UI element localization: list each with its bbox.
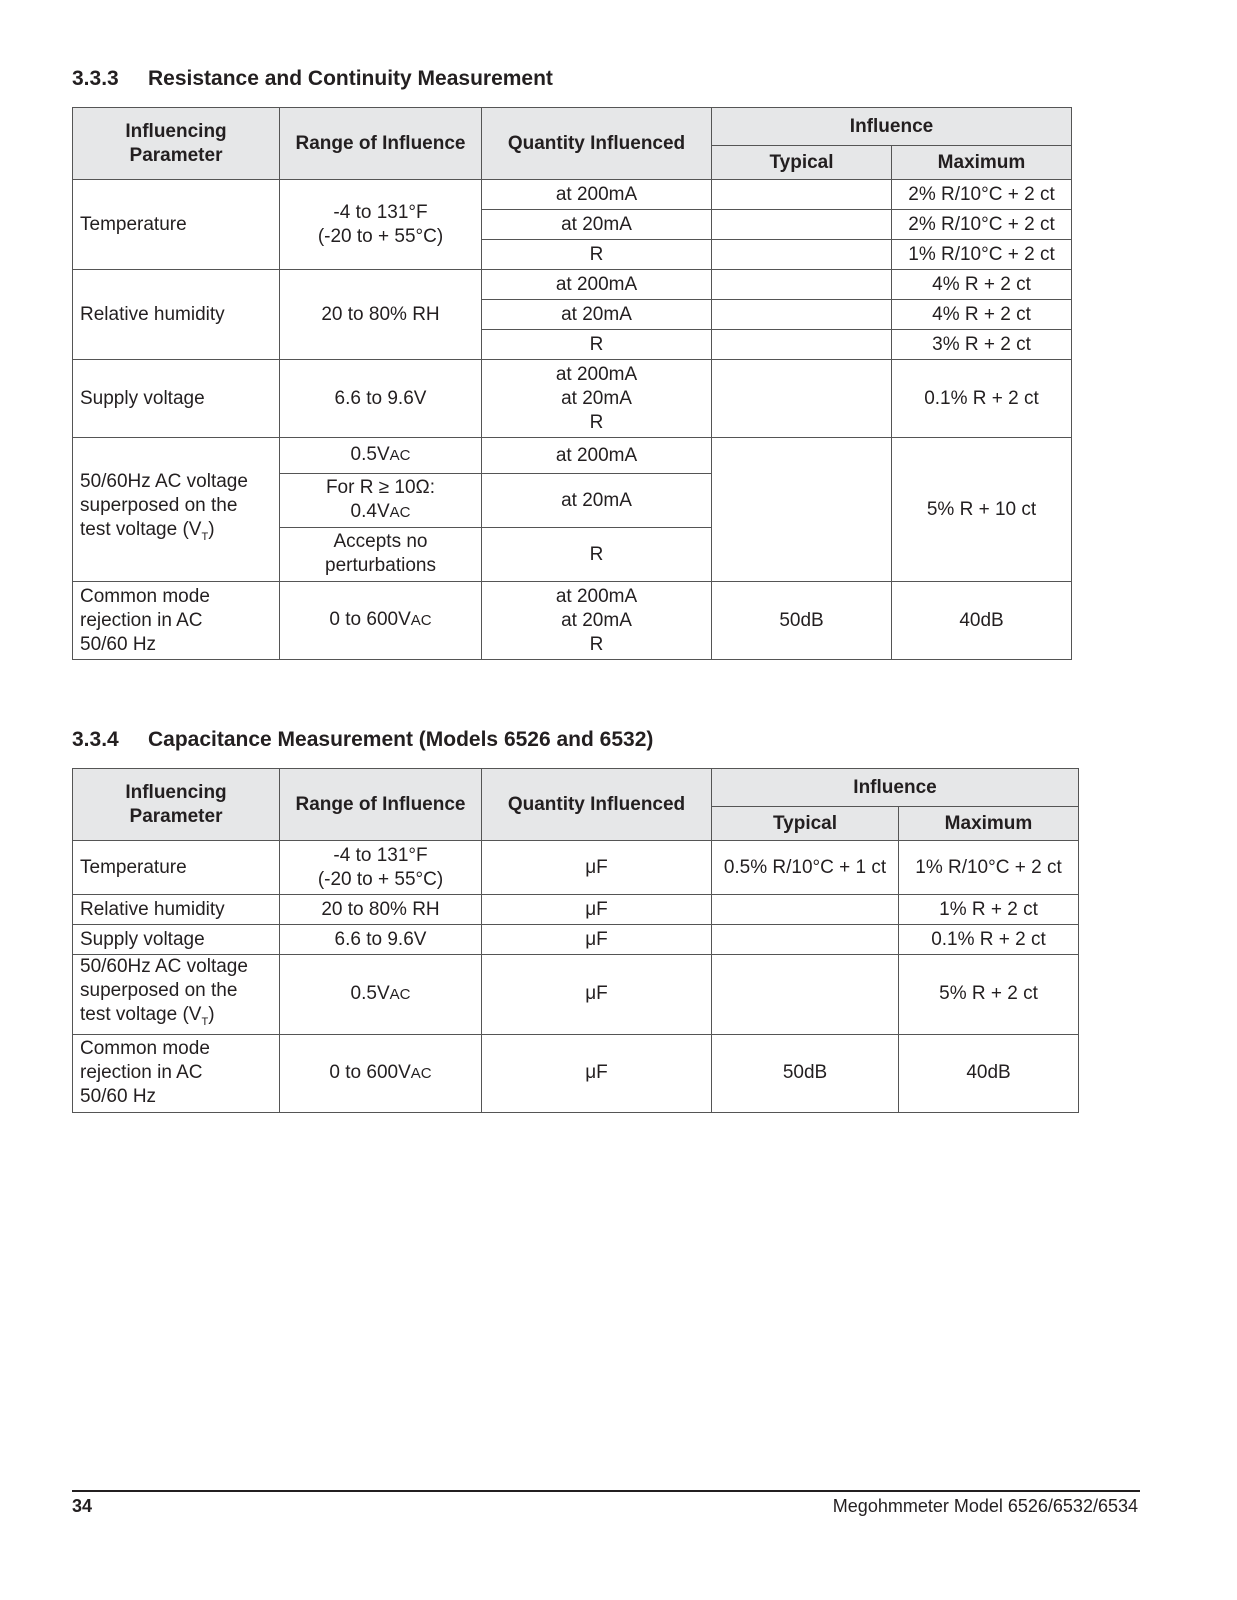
maximum-cell: 0.1% R + 2 ct: [899, 925, 1079, 955]
typical-cell: 0.5% R/10°C + 1 ct: [712, 841, 899, 895]
maximum-cell: 3% R + 2 ct: [892, 330, 1072, 360]
capacitance-influence-table: [72, 768, 1079, 1113]
typical-cell: [712, 438, 892, 582]
maximum-cell: 40dB: [892, 582, 1072, 660]
range-cell: -4 to 131°F (-20 to + 55°C): [280, 841, 482, 895]
typical-cell: [712, 300, 892, 330]
quantity-cell: at 20mA: [482, 210, 712, 240]
typical-cell: [712, 955, 899, 1035]
section-number: 3.3.4: [72, 728, 119, 751]
table-row: [73, 582, 1072, 660]
quantity-cell: R: [482, 330, 712, 360]
quantity-cell: at 200mA: [482, 180, 712, 210]
quantity-cell: μF: [482, 895, 712, 925]
header-influence: Influence: [712, 108, 1072, 146]
table-row: [73, 438, 1072, 474]
maximum-cell: 1% R + 2 ct: [899, 895, 1079, 925]
typical-cell: [712, 240, 892, 270]
section-heading-resistance: [72, 67, 553, 91]
range-cell: Accepts no perturbations: [280, 528, 482, 582]
header-influence: Influence: [712, 769, 1079, 807]
param-ac-voltage: 50/60Hz AC voltage superposed on the test voltage $(V_T)$: [73, 438, 280, 582]
quantity-cell: R: [482, 240, 712, 270]
param-common-mode: Common mode rejection in AC 50/60 Hz: [73, 1034, 280, 1112]
maximum-cell: 1% R/10°C + 2 ct: [892, 240, 1072, 270]
section-number: 3.3.3: [72, 67, 119, 90]
param-humidity: Relative humidity: [73, 895, 280, 925]
table-row: [73, 955, 1079, 1035]
table-row: [73, 270, 1072, 300]
table-row: [73, 895, 1079, 925]
resistance-influence-table: [72, 107, 1072, 660]
maximum-cell: 4% R + 2 ct: [892, 270, 1072, 300]
range-cell: 20 to 80% RH: [280, 895, 482, 925]
maximum-cell: 5% R + 2 ct: [899, 955, 1079, 1035]
header-maximum: Maximum: [899, 807, 1079, 841]
quantity-cell: at 200mA: [482, 270, 712, 300]
footer-document-title: Megohmmeter Model 6526/6532/6534: [832, 1496, 1138, 1516]
typical-cell: [712, 895, 899, 925]
quantity-cell: at 20mA: [482, 300, 712, 330]
header-range-of-influence: Range of Influence: [280, 769, 482, 841]
quantity-cell: at 20mA: [482, 474, 712, 528]
table-row: [73, 180, 1072, 210]
maximum-cell: 2% R/10°C + 2 ct: [892, 210, 1072, 240]
typical-cell: [712, 330, 892, 360]
range-cell: 0.5VAC: [280, 438, 482, 474]
quantity-cell: at 200mA: [482, 438, 712, 474]
quantity-cell: at 200mA at 20mA R: [482, 582, 712, 660]
table-row: [73, 1034, 1079, 1112]
range-cell: 0 to 600VAC: [280, 1034, 482, 1112]
typical-cell: 50dB: [712, 582, 892, 660]
param-ac-voltage: 50/60Hz AC voltage superposed on the test voltage $(V_T)$: [73, 955, 280, 1035]
maximum-cell: 0.1% R + 2 ct: [892, 360, 1072, 438]
param-humidity: Relative humidity: [73, 270, 280, 360]
maximum-cell: 2% R/10°C + 2 ct: [892, 180, 1072, 210]
range-cell: 6.6 to 9.6V: [280, 925, 482, 955]
header-typical: Typical: [712, 807, 899, 841]
typical-cell: [712, 925, 899, 955]
quantity-cell: μF: [482, 1034, 712, 1112]
typical-cell: [712, 210, 892, 240]
quantity-cell: μF: [482, 955, 712, 1035]
section-title: Capacitance Measurement (Models 6526 and 6532): [148, 728, 654, 751]
header-influencing-parameter: Influencing Parameter: [73, 769, 280, 841]
header-influencing-parameter: Influencing Parameter: [73, 108, 280, 180]
typical-cell: [712, 270, 892, 300]
quantity-cell: at 200mA at 20mA R: [482, 360, 712, 438]
range-temperature: -4 to 131°F (-20 to + 55°C): [280, 180, 482, 270]
section-title: Resistance and Continuity Measurement: [148, 67, 553, 90]
param-temperature: Temperature: [73, 180, 280, 270]
section-heading-capacitance: [72, 728, 653, 752]
table-row: [73, 360, 1072, 438]
maximum-cell: 5% R + 10 ct: [892, 438, 1072, 582]
range-cell: For R ≥ 10Ω: 0.4VAC: [280, 474, 482, 528]
param-temperature: Temperature: [73, 841, 280, 895]
table-row: [73, 841, 1079, 895]
range-humidity: 20 to 80% RH: [280, 270, 482, 360]
range-supply-voltage: 6.6 to 9.6V: [280, 360, 482, 438]
maximum-cell: 40dB: [899, 1034, 1079, 1112]
footer-divider: [72, 1490, 1140, 1492]
maximum-cell: 1% R/10°C + 2 ct: [899, 841, 1079, 895]
table-row: [73, 925, 1079, 955]
quantity-cell: μF: [482, 925, 712, 955]
header-range-of-influence: Range of Influence: [280, 108, 482, 180]
page-number: 34: [72, 1496, 93, 1516]
param-supply-voltage: Supply voltage: [73, 360, 280, 438]
range-cell: 0 to 600VAC: [280, 582, 482, 660]
typical-cell: [712, 180, 892, 210]
header-quantity-influenced: Quantity Influenced: [482, 769, 712, 841]
header-quantity-influenced: Quantity Influenced: [482, 108, 712, 180]
maximum-cell: 4% R + 2 ct: [892, 300, 1072, 330]
header-typical: Typical: [712, 146, 892, 180]
quantity-cell: μF: [482, 841, 712, 895]
header-maximum: Maximum: [892, 146, 1072, 180]
param-supply-voltage: Supply voltage: [73, 925, 280, 955]
param-common-mode: Common mode rejection in AC 50/60 Hz: [73, 582, 280, 660]
range-cell: 0.5VAC: [280, 955, 482, 1035]
typical-cell: 50dB: [712, 1034, 899, 1112]
quantity-cell: R: [482, 528, 712, 582]
typical-cell: [712, 360, 892, 438]
